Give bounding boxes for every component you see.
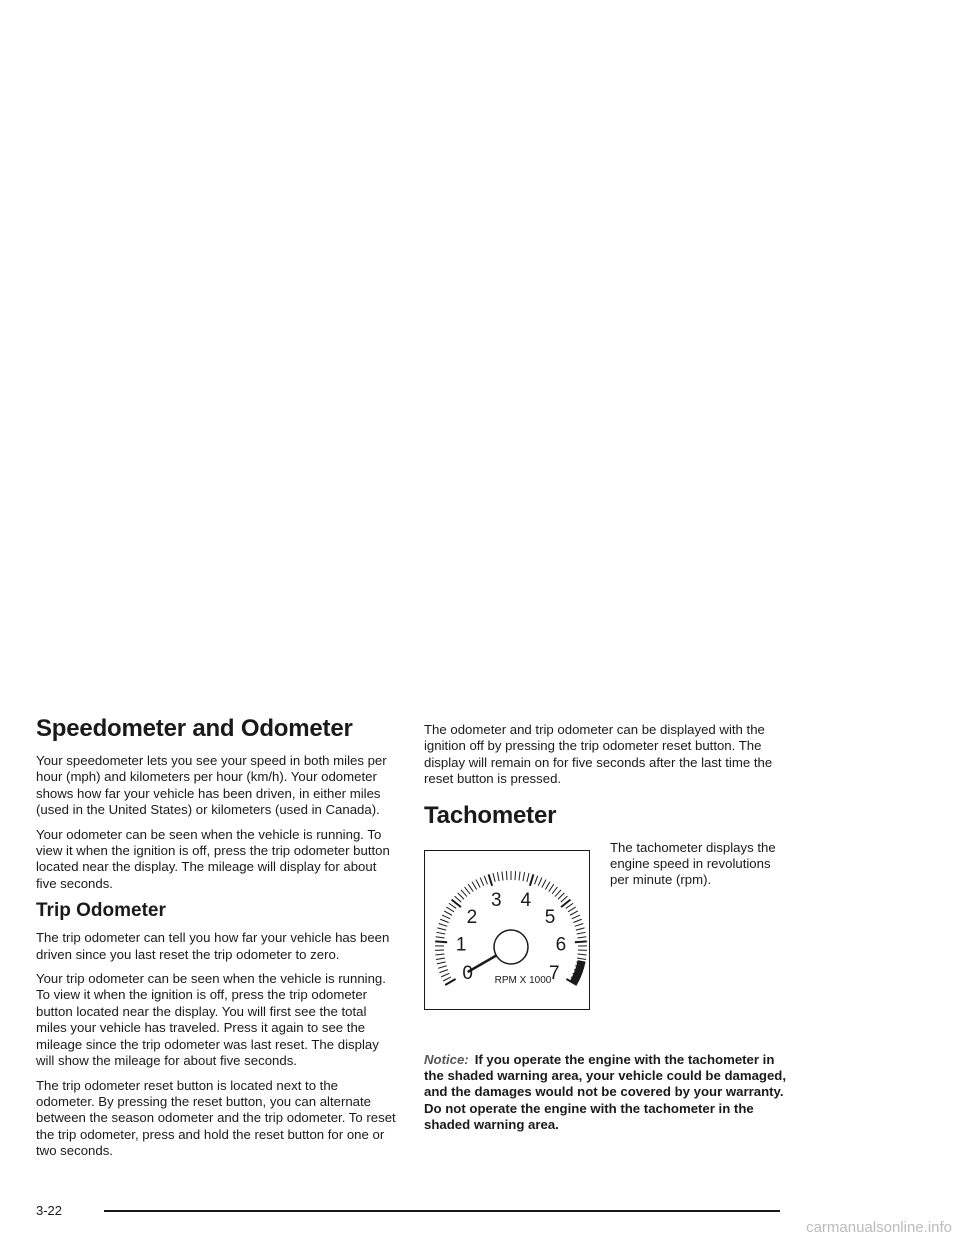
gauge-number: 2 bbox=[466, 906, 478, 928]
gauge-tick bbox=[476, 879, 480, 887]
gauge-tick bbox=[446, 907, 454, 912]
gauge-number: 1 bbox=[455, 933, 467, 955]
gauge-tick bbox=[461, 889, 467, 896]
gauge-tick bbox=[572, 915, 580, 919]
gauge-tick bbox=[506, 871, 507, 880]
gauge-tick bbox=[530, 874, 534, 885]
gauge-tick bbox=[480, 877, 484, 885]
gauge-number: 5 bbox=[544, 906, 556, 928]
gauge-number: 7 bbox=[549, 962, 560, 984]
gauge-tick bbox=[523, 872, 525, 881]
paragraph: Your trip odometer can be seen when the vehicle is running. To view it when the ignition is off, press the trip odometer button located near the display. You will first see the total miles your vehicle has traveled. Press it again to see the mileage since the trip odometer was last reset. The display will show the mileage for about five seconds. bbox=[36, 971, 386, 1069]
gauge-tick bbox=[472, 881, 477, 889]
paragraph: The tachometer displays the engine speed in revolutions per minute (rpm). bbox=[610, 839, 776, 888]
gauge-tick bbox=[575, 923, 584, 926]
gauge-tick bbox=[493, 873, 495, 882]
gauge-tick bbox=[442, 915, 450, 919]
watermark: carmanualsonline.info bbox=[806, 1219, 952, 1236]
notice-text: If you operate the engine with the tachometer in the shaded warning area, your vehicle could be damaged, and the damages would not be covered by your warranty. Do not operate the engine with the tachometer in the shaded warning area. bbox=[424, 1051, 787, 1133]
gauge-tick bbox=[545, 881, 550, 889]
tachometer-illustration bbox=[424, 850, 590, 1010]
gauge-number: 0 bbox=[462, 962, 473, 984]
gauge-hub bbox=[494, 930, 528, 964]
gauge-tick bbox=[568, 907, 576, 912]
gauge-tick bbox=[439, 923, 448, 926]
gauge-tick bbox=[436, 932, 445, 934]
gauge-tick bbox=[558, 892, 564, 898]
gauge-tick bbox=[455, 896, 462, 902]
gauge-tick bbox=[440, 919, 448, 922]
gauge-tick bbox=[489, 874, 493, 885]
gauge-tick bbox=[527, 873, 529, 882]
footer-divider bbox=[104, 1210, 780, 1212]
gauge-tick bbox=[437, 962, 446, 964]
gauge-tick bbox=[437, 928, 446, 930]
gauge-tick bbox=[441, 973, 449, 977]
gauge-number: 6 bbox=[555, 933, 567, 955]
section-title-speedometer: Speedometer and Odometer bbox=[36, 715, 353, 742]
gauge-tick bbox=[577, 958, 586, 959]
gauge-tick bbox=[577, 936, 586, 937]
subsection-title-trip-odometer: Trip Odometer bbox=[36, 900, 166, 922]
gauge-number: 4 bbox=[520, 889, 532, 911]
gauge-tick bbox=[435, 941, 447, 942]
gauge-tick bbox=[519, 871, 520, 880]
tachometer-caption bbox=[610, 840, 780, 889]
gauge-tick bbox=[535, 875, 538, 883]
gauge-tick bbox=[577, 932, 586, 934]
left-column bbox=[36, 715, 398, 1168]
notice-block bbox=[424, 1052, 790, 1134]
paragraph: The trip odometer can tell you how far your vehicle has been driven since you last reset the trip odometer to zero. bbox=[36, 930, 390, 962]
notice-label: Notice: bbox=[424, 1051, 469, 1067]
gauge-tick bbox=[570, 911, 578, 915]
gauge-tick bbox=[484, 875, 487, 883]
gauge-tick bbox=[575, 941, 587, 942]
right-column bbox=[424, 722, 790, 1142]
tachometer-figure bbox=[424, 840, 790, 1060]
gauge-tick bbox=[435, 954, 444, 955]
gauge-unit-label: RPM X 1000 bbox=[494, 974, 552, 986]
gauge-tick bbox=[458, 892, 464, 898]
gauge-number: 3 bbox=[490, 889, 502, 911]
gauge-tick bbox=[439, 969, 447, 972]
gauge-tick bbox=[438, 965, 447, 968]
paragraph: The trip odometer reset button is located next to the odometer. By pressing the reset button, you can alternate between the season odometer and the trip odometer. To reset the trip odometer, press and hold the reset button for one or two seconds. bbox=[36, 1077, 396, 1159]
gauge-tick bbox=[566, 903, 573, 908]
gauge-tick bbox=[468, 884, 473, 891]
gauge-tick bbox=[465, 887, 471, 894]
gauge-tick bbox=[549, 884, 554, 891]
gauge-tick bbox=[555, 889, 561, 896]
paragraph: Your speedometer lets you see your speed in both miles per hour (mph) and kilometers per hour (km/h). Your odometer shows how far your vehicle has been driven, in either miles (used in the United States) or kilometers (used in Canada). bbox=[36, 753, 387, 818]
gauge-tick bbox=[552, 887, 558, 894]
gauge-tick bbox=[578, 954, 587, 955]
paragraph: Your odometer can be seen when the vehicle is running. To view it when the ignition is off, press the trip odometer button located near the display. The mileage will display for about five seconds. bbox=[36, 826, 390, 891]
gauge-tick bbox=[449, 903, 456, 908]
gauge-tick bbox=[444, 911, 452, 915]
gauge-tick bbox=[443, 977, 451, 981]
gauge-tick bbox=[436, 936, 445, 937]
gauge-tick bbox=[576, 928, 585, 930]
gauge-tick bbox=[573, 919, 581, 922]
gauge-tick bbox=[515, 871, 516, 880]
page-number: 3-22 bbox=[36, 1203, 63, 1218]
warning-zone-arc bbox=[573, 961, 581, 983]
gauge-tick bbox=[538, 877, 542, 885]
section-title-tachometer: Tachometer bbox=[424, 801, 557, 829]
tachometer-gauge-icon bbox=[425, 851, 591, 1011]
gauge-tick bbox=[436, 958, 445, 959]
gauge-tick bbox=[542, 879, 546, 887]
gauge-tick bbox=[561, 896, 568, 902]
gauge-tick bbox=[502, 871, 503, 880]
gauge-tick bbox=[497, 872, 499, 881]
gauge-tick bbox=[445, 979, 455, 985]
paragraph: The odometer and trip odometer can be displayed with the ignition off by pressing the trip odometer reset button. The display will remain on for five seconds after the last time the reset button is pressed. bbox=[424, 722, 773, 787]
